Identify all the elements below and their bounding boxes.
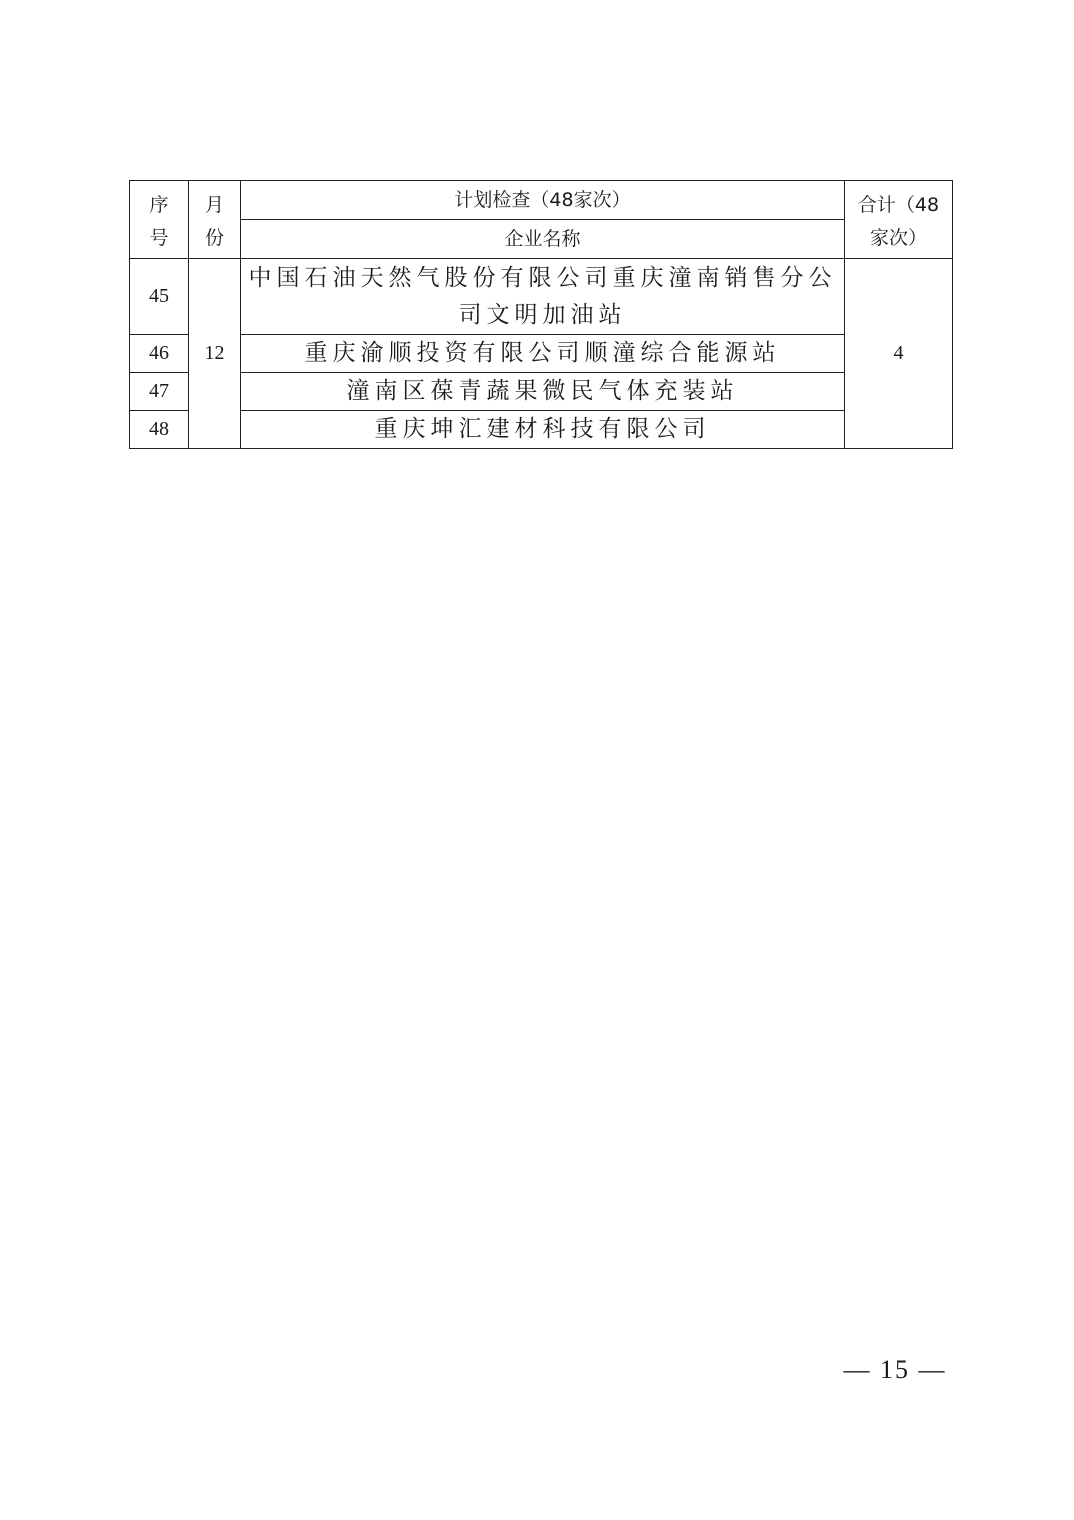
header-seq-line1: 序 [149, 193, 169, 216]
row-company-name: 重庆坤汇建材科技有限公司 [241, 411, 845, 449]
row-company-name: 重庆渝顺投资有限公司顺潼综合能源站 [241, 335, 845, 373]
row-seq: 47 [130, 373, 189, 411]
header-total-line1: 合计（48 [857, 193, 940, 216]
header-total [845, 181, 953, 259]
header-seq [130, 181, 189, 259]
month-value: 12 [189, 259, 241, 449]
row-seq: 46 [130, 335, 189, 373]
table-row [130, 411, 953, 449]
row-seq: 45 [130, 259, 189, 335]
table-row [130, 373, 953, 411]
header-month-line1: 月 [204, 193, 224, 216]
total-value: 4 [845, 259, 953, 449]
header-total-line2: 家次） [869, 226, 927, 249]
row-seq: 48 [130, 411, 189, 449]
inspection-plan-table [129, 180, 953, 449]
row-company-name: 中国石油天然气股份有限公司重庆潼南销售分公司文明加油站 [241, 259, 845, 335]
header-month-line2: 份 [204, 226, 224, 249]
header-company: 企业名称 [241, 220, 845, 259]
row-company-name: 潼南区葆青蔬果微民气体充装站 [241, 373, 845, 411]
table-row [130, 259, 953, 335]
table-row [130, 335, 953, 373]
page-number: — 15 — [843, 1355, 947, 1384]
header-seq-line2: 号 [149, 226, 169, 249]
header-plan: 计划检查（48家次） [241, 181, 845, 220]
header-month [189, 181, 241, 259]
